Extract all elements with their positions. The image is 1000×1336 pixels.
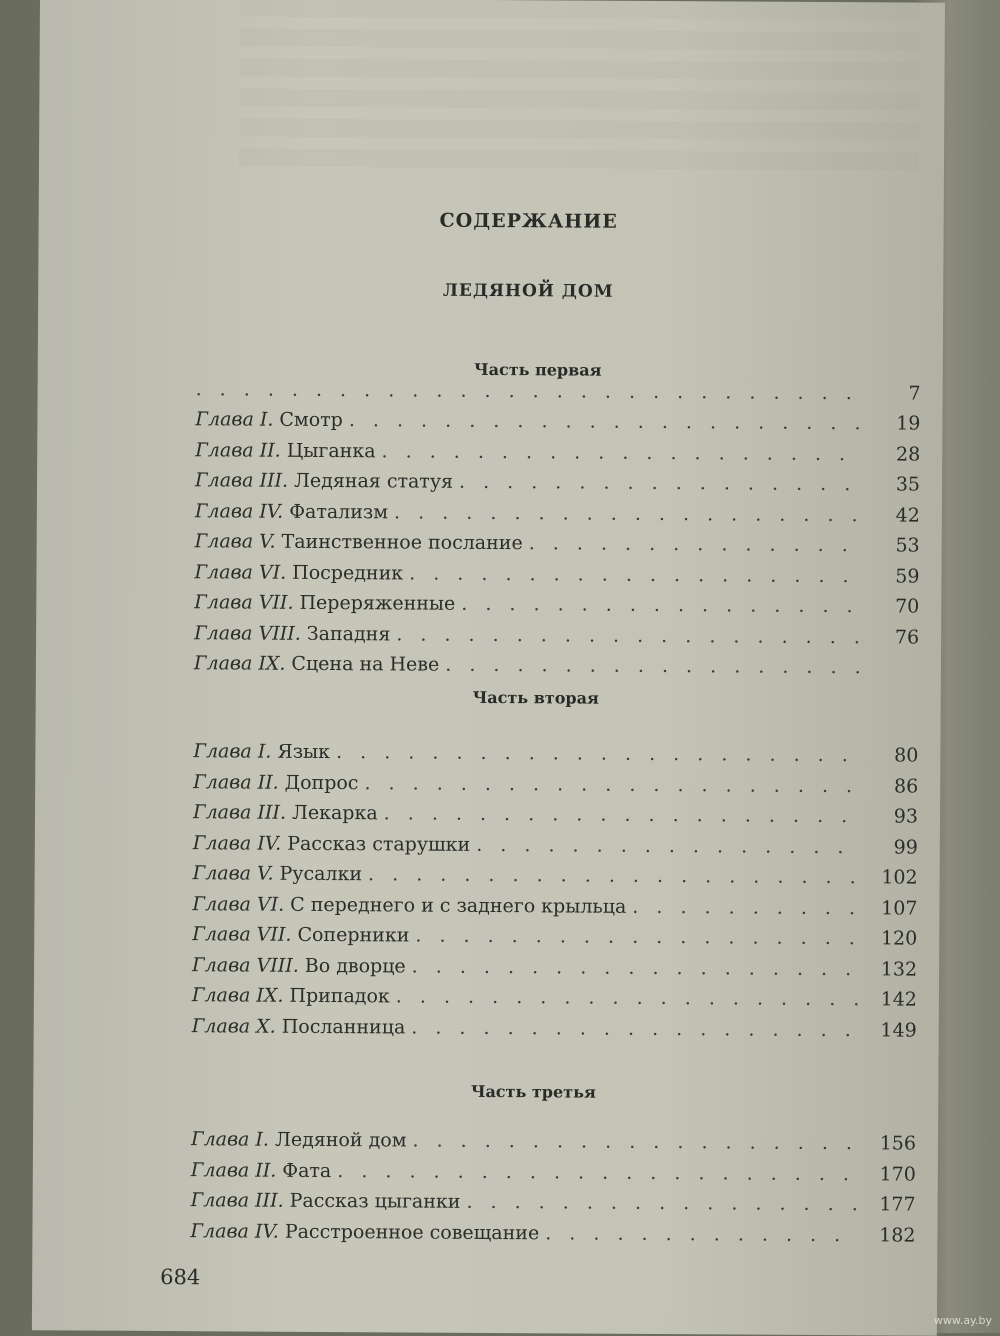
page-ref: 182 [859, 1224, 915, 1246]
chapter-label: Глава III. [193, 801, 286, 824]
chapter-label: Глава III. [191, 1189, 284, 1212]
page-ref: 149 [861, 1019, 917, 1041]
toc-entry [193, 740, 918, 775]
toc-entry [192, 923, 917, 958]
toc-entry [192, 893, 917, 928]
leader-dots [476, 833, 862, 857]
chapter-label: Глава IV. [195, 500, 284, 523]
page-ref: 70 [863, 595, 919, 617]
leader-dots [394, 501, 864, 526]
page-ref: 35 [864, 473, 920, 495]
chapter-label: Глава X. [192, 1015, 276, 1038]
toc-entry [195, 408, 920, 443]
leader-dots [349, 409, 865, 434]
watermark: www.ay.by [934, 1314, 992, 1327]
chapter-title: Посланница [282, 1015, 406, 1038]
part-title: Часть вторая [36, 685, 1000, 710]
chapter-title: Переряженные [299, 592, 455, 615]
leader-dots [632, 895, 861, 918]
toc-entry [193, 862, 918, 897]
leader-dots [368, 863, 862, 888]
bleed-through-text [239, 0, 920, 183]
page-ref: 28 [864, 443, 920, 465]
leader-dots [459, 471, 864, 495]
chapter-label: Глава II. [195, 439, 281, 462]
page-ref: 120 [861, 927, 917, 949]
leader-dots [545, 1222, 859, 1246]
leader-dots [396, 623, 863, 648]
leader-dots [445, 654, 863, 679]
contents-heading: СОДЕРЖАНИЕ [39, 207, 1000, 235]
page-ref: 93 [862, 805, 918, 827]
leader-dots [411, 1016, 861, 1041]
leader-dots [529, 532, 864, 556]
chapter-label: Глава IV. [190, 1220, 279, 1243]
chapter-label: Глава VIII. [192, 954, 299, 977]
leader-dots [382, 440, 865, 465]
chapter-label: Глава V. [193, 862, 274, 884]
leader-dots [364, 772, 862, 797]
chapter-label: Глава VII. [194, 591, 293, 614]
chapter-label: Глава I. [191, 1128, 269, 1150]
chapter-title: Язык [277, 741, 330, 763]
leader-dots [384, 802, 862, 827]
chapter-title: Цыганка [287, 439, 376, 462]
chapter-title: Допрос [285, 771, 359, 793]
chapter-title: Смотр [279, 409, 343, 431]
chapter-label: Глава I. [193, 740, 271, 762]
page-ref: 170 [860, 1163, 916, 1185]
page-ref: 86 [862, 775, 918, 797]
page-ref: 7 [865, 382, 921, 404]
chapter-title: Рассказ цыганки [290, 1190, 461, 1213]
chapter-title: Фатализм [289, 500, 388, 523]
page-ref: 142 [861, 988, 917, 1010]
page-ref: 102 [862, 866, 918, 888]
chapter-title: С переднего и с заднего крыльца [290, 893, 626, 917]
chapter-label: Глава II. [193, 771, 279, 794]
page-ref: 59 [863, 565, 919, 587]
chapter-title: Рассказ старушки [287, 832, 470, 855]
chapter-title: Посредник [292, 561, 403, 584]
chapter-label: Глава IV. [193, 832, 282, 855]
page-ref: 132 [861, 958, 917, 980]
chapter-label: Глава I. [195, 408, 273, 430]
leader-dots [409, 562, 863, 587]
toc-row-intro [196, 378, 921, 404]
chapter-label: Глава VIII. [194, 622, 301, 645]
page-ref: 76 [863, 626, 919, 648]
chapter-title: Сцена на Неве [291, 653, 439, 676]
chapter-label: Глава V. [195, 530, 276, 552]
chapter-title: Таинственное послание [281, 531, 522, 554]
chapter-title: Западня [307, 622, 391, 645]
toc-entry [191, 1128, 916, 1163]
toc-part-3 [190, 1128, 916, 1254]
toc-entry [195, 469, 920, 504]
leader-dots [396, 985, 861, 1010]
book-page [32, 0, 945, 1336]
chapter-title: Фата [282, 1159, 331, 1181]
page-number: 684 [160, 1265, 200, 1289]
chapter-title: Русалки [279, 863, 362, 886]
toc-entry [194, 591, 919, 626]
leader-dots [337, 1160, 860, 1185]
toc-entry [195, 500, 920, 535]
toc-entry [191, 1189, 916, 1224]
chapter-title: Ледяной дом [275, 1129, 407, 1152]
toc-entry [194, 652, 919, 687]
chapter-title: Соперники [297, 924, 409, 947]
page-ref: 107 [861, 897, 917, 919]
toc-entry [193, 801, 918, 836]
toc-entry [192, 984, 917, 1019]
chapter-label: Глава IX. [194, 652, 286, 675]
chapter-label: Глава IX. [192, 984, 284, 1007]
toc-entry [192, 954, 917, 989]
chapter-label: Глава VII. [192, 923, 291, 946]
toc-entry [191, 1159, 916, 1194]
chapter-label: Глава II. [191, 1159, 277, 1182]
page-ref: 80 [862, 744, 918, 766]
page-ref: 53 [864, 534, 920, 556]
leader-dots [412, 1130, 860, 1155]
page-ref: 156 [860, 1132, 916, 1154]
part-title: Часть первая [38, 357, 1000, 382]
part-title: Часть третья [33, 1079, 1000, 1104]
book-title: ЛЕДЯНОЙ ДОМ [38, 278, 1000, 304]
toc-entry [190, 1220, 915, 1255]
page-ref: 19 [864, 412, 920, 434]
leader-dots [336, 741, 862, 766]
toc-entry [195, 530, 920, 565]
toc-entry [193, 771, 918, 806]
toc-entry [194, 622, 919, 657]
toc-entry [193, 832, 918, 867]
page-ref: 42 [864, 504, 920, 526]
chapter-title: Расстроенное совещание [285, 1220, 540, 1244]
toc-part-2 [192, 740, 919, 1049]
chapter-label: Глава VI. [192, 893, 284, 916]
page-ref: 177 [860, 1193, 916, 1215]
chapter-title: Во дворце [305, 954, 406, 977]
toc-entry [192, 1015, 917, 1050]
leader-dots [461, 593, 863, 617]
page-ref: 99 [862, 836, 918, 858]
toc-part-1 [194, 408, 921, 687]
chapter-title: Припадок [289, 985, 390, 1008]
leader-dots [415, 925, 861, 950]
chapter-label: Глава VI. [194, 561, 286, 584]
chapter-title: Ледяная статуя [294, 470, 453, 493]
toc-entry [195, 439, 920, 474]
chapter-title: Лекарка [292, 802, 378, 825]
leader-dots [196, 378, 865, 404]
toc-entry [194, 561, 919, 596]
leader-dots [412, 955, 862, 980]
leader-dots [466, 1191, 859, 1215]
chapter-label: Глава III. [195, 469, 288, 492]
